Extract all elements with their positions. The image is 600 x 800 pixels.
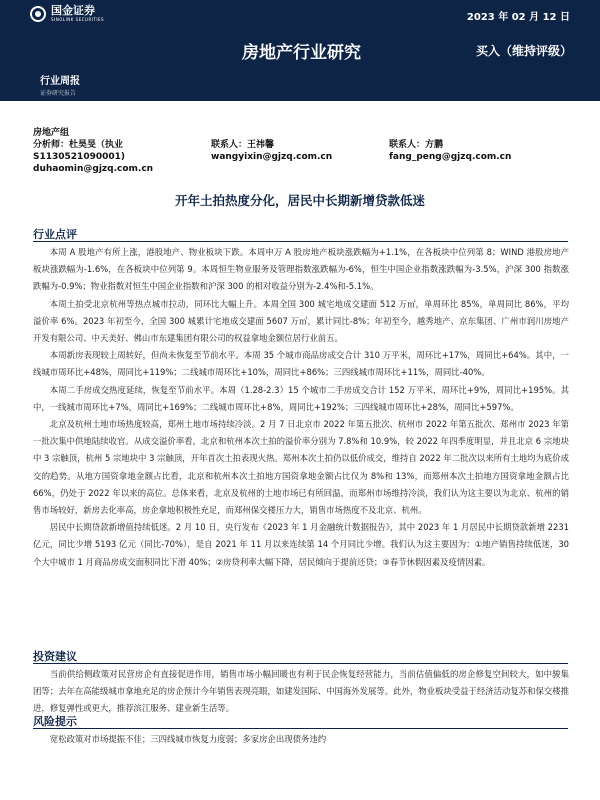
- contact2-email[interactable]: fang_peng@gjzq.com.cn: [389, 152, 512, 162]
- brand-name-en: SINOLINK SECURITIES: [51, 17, 105, 22]
- section-body-risk: [33, 731, 569, 748]
- paragraph: 当前供给侧政策对民营房企有直接促进作用，销售市场小幅回暖也有利于民企恢复经营能力，当前估值偏低的房企修复空间较大，如中骏集团等；去年在高能级城市拿地充足的房企预计今年销售表现亮眼，如建发国际、中国海外发展等。此外，物业板块受益于经济活动复苏和保交楼推进，修复弹性或更大，推荐滨江服务、建业新生活等。: [33, 669, 569, 714]
- report-type: 行业周报: [40, 76, 80, 87]
- brand-name-cn: 国金证券: [51, 4, 95, 17]
- report-header: [0, 0, 600, 101]
- analyst-name: 分析师：杜昊旻（执业: [33, 140, 124, 150]
- section-divider: [33, 241, 568, 242]
- paragraph: 本周 A 股地产有所上涨，港股地产、物业板块下跌。本周申万 A 股房地产板块涨跌幅为+1.1%，在各板块中位列第 8；WIND 港股房地产板块涨跌幅为-1.6%，在各板块中位列第 9。本周恒生物业服务及管理指数涨跌幅为-6%，恒生中国企业指数涨跌幅为-3.5%，沪深 300 指数涨跌幅为-0.9%；物业指数对恒生中国企业指数和沪深 300 的相对收益分别为-2.4%和-5.1%。: [33, 247, 569, 292]
- paragraph: 本周新房表现较上周转好，但尚未恢复至节前水平。本周 35 个城市商品房成交合计 310 万平米，周环比+17%，周同比+64%。其中，一线城市周环比+48%，周同比+119%；二线城市周环比+10%，周同比+86%；三四线城市周环比+11%，周同比-40%。: [33, 350, 569, 378]
- group-name: 房地产组: [33, 128, 70, 138]
- analyst-email[interactable]: duhaomin@gjzq.com.cn: [33, 164, 154, 174]
- paragraph: 本周二手房成交热度延续，恢复至节前水平。本周（1.28-2.3）15 个城市二手房成交合计 152 万平米，周环比+9%，周同比+195%。其中，一线城市周环比+7%，周同比+169%；二线城市周环比+8%，周同比+192%；三四线城市周环比+28%，周同比+597%。: [33, 384, 569, 412]
- report-subtype: 证券研究报告: [40, 90, 77, 97]
- contact1-name: 联系人：王祎馨: [211, 140, 275, 150]
- brand-logo-icon: [30, 6, 46, 22]
- paragraph: 宽松政策对市场提振不佳；三四线城市恢复力度弱；多家房企出现债务违约: [49, 734, 327, 744]
- paragraph: 本周土拍受北京杭州等热点城市拉动，同环比大幅上升。本周全国 300 城宅地成交建面 512 万㎡，单周环比 85%，单周同比 86%，平均溢价率 6%。2023 年初至今，全国 300 城累计宅地成交建面 5607 万㎡，累计同比-8%；年初至今，越秀地产、京东集团、广州市润川房地产开发有限公司、中天美好、佛山市东建集团有限公司的权益拿地金额位居行业前五。: [33, 298, 569, 344]
- section-body-review: [33, 244, 569, 571]
- contact1-email[interactable]: wangyixin@gjzq.com.cn: [211, 152, 333, 162]
- section-heading-review: 行业点评: [33, 228, 77, 241]
- brand-logo: [30, 5, 104, 23]
- main-headline: 开年土拍热度分化，居民中长期新增贷款低迷: [174, 193, 425, 208]
- report-title: 房地产行业研究: [242, 43, 361, 63]
- section-heading-risk: 风险提示: [33, 715, 77, 728]
- section-divider: [33, 728, 568, 729]
- section-divider: [33, 663, 568, 664]
- paragraph: 居民中长期贷款新增值持续低迷。2 月 10 日，央行发布《2023 年 1 月金融统计数据报告》，其中 2023 年 1 月居民中长期贷款新增 2231 亿元，同比少增 5193 亿元（同比-70%），是自 2021 年 11 月以来连续第 14 个月同比少增。我们认为这主要因为：①地产销售持续低迷，30 个大中城市 1 月商品房成交面积同比下滑 40%；②房贷利率大幅下降，居民倾向于提前还贷；③春节休假因素及疫情因素。: [33, 522, 569, 567]
- section-heading-advice: 投资建议: [33, 650, 77, 663]
- contact2-name: 联系人：方鹏: [389, 140, 444, 150]
- section-body-advice: [33, 666, 569, 718]
- report-date: 2023 年 02 月 12 日: [466, 12, 570, 23]
- analyst-cert: S1130521090001): [33, 152, 126, 162]
- paragraph: 北京及杭州土地市场热度较高，郑州土地市场持续冷淡。2 月 7 日北京市 2022 年第五批次、杭州市 2022 年第五批次、郑州市 2023 年第一批次集中供地陆续收官。从成交溢价率看，北京和杭州本次土拍的溢价率分别为 7.8%和 10.9%，较 2022 年四季度明显，并且北京 6 宗地块中 3 宗触顶，杭州 5 宗地块中 3 宗触顶，开年首次土拍表现火热。郑州本次土拍仍以低价成交，维持自 2022 年二批次以来所有土地均为底价成交的趋势。从地方国资拿地金额占比看，北京和杭州本次土拍地方国资拿地金额占比仅为 8%和 13%，而郑州本次土拍地方国资拿地金额占比 66%，仍处于 2022 年以来的高位。总体来看，北京及杭州的土地市场已有所回温，而郑州市场维持冷淡，我们认为这主要以为北京、杭州的销售市场较好，新房去化率高，房企拿地积极性充足，而郑州保交楼压力大，销售市场热度不及北京、杭州。: [33, 419, 569, 516]
- rating-badge: 买入（维持评级）: [475, 44, 572, 58]
